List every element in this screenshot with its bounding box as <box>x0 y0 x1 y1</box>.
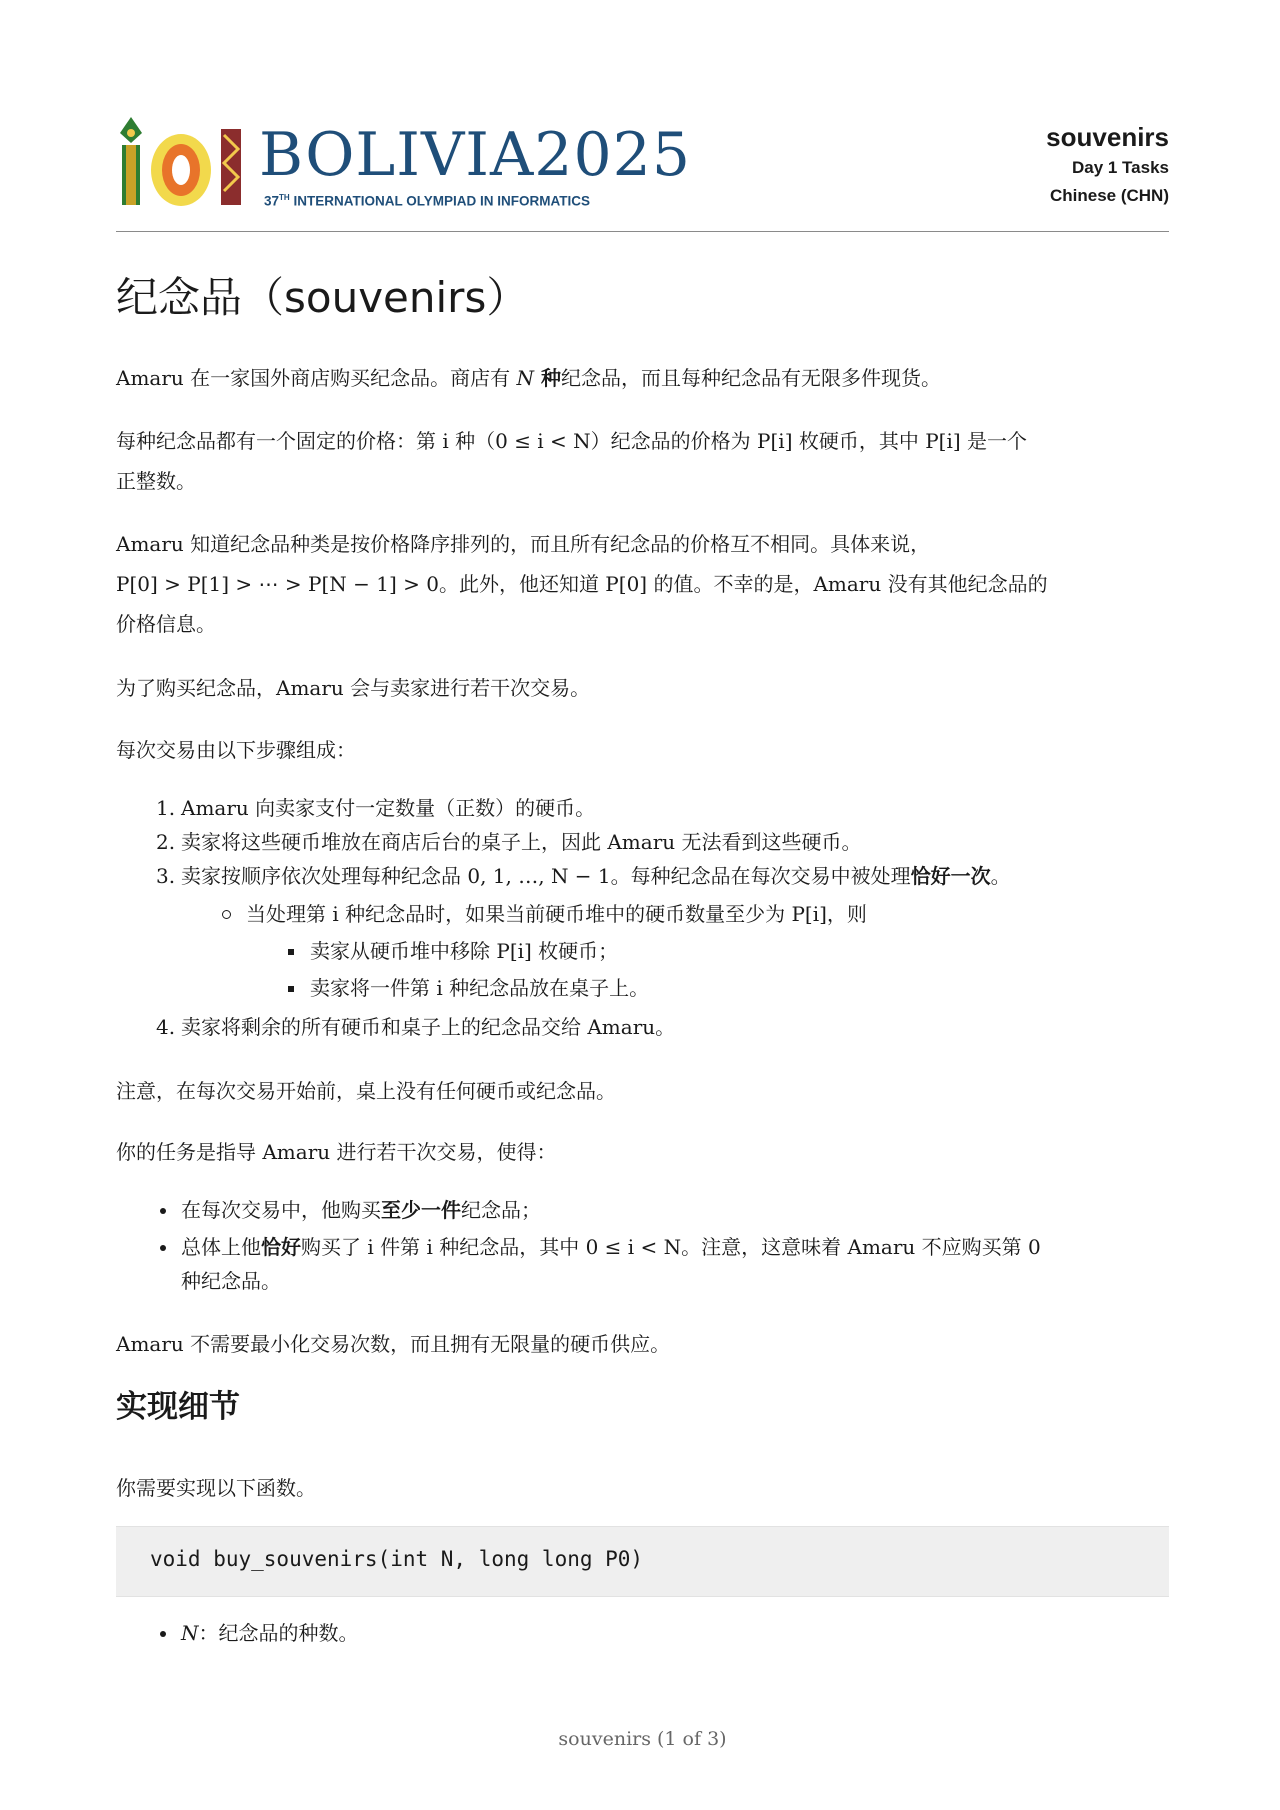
task-day: Day 1 Tasks <box>1071 158 1169 177</box>
step-item: 4. 卖家将剩余的所有硬币和桌子上的纪念品交给 Amaru。 <box>156 1015 676 1039</box>
circle-bullet-icon <box>222 910 231 919</box>
square-bullet-icon <box>288 986 294 992</box>
paragraph-transactions: 为了购买纪念品，Amaru 会与卖家进行若干次交易。 <box>116 676 591 700</box>
paragraph-unlimited: Amaru 不需要最小化交易次数，而且拥有无限量的硬币供应。 <box>116 1332 671 1356</box>
param-item: N：纪念品的种数。 <box>116 1616 359 1650</box>
ioi-emblem-icon <box>116 115 251 210</box>
function-signature: void buy_souvenirs(int N, long long P0) <box>150 1547 644 1571</box>
step-item: 1. Amaru 向卖家支付一定数量（正数）的硬币。 <box>156 796 596 820</box>
paragraph-order: Amaru 知道纪念品种类是按价格降序排列的，而且所有纪念品的价格互不相同。具体来说， P[0] > P[1] > ⋯ > P[N − 1] > 0。此外，他还知道 P[0] 的值。不幸的是，Amaru 没有其他纪念品的 价格信息。 <box>116 532 1048 636</box>
goal-item: 在每次交易中，他购买至少一件纪念品； <box>116 1193 541 1227</box>
header-divider <box>116 231 1169 232</box>
section-heading-implementation: 实现细节 <box>116 1389 240 1425</box>
header-task-info <box>1046 120 1169 210</box>
bullet-icon <box>160 1208 166 1214</box>
task-name: souvenirs <box>1046 122 1169 152</box>
square-bullet-icon <box>288 949 294 955</box>
paragraph-price: 每种纪念品都有一个固定的价格：第 i 种（0 ≤ i < N）纪念品的价格为 P[i] 枚硬币，其中 P[i] 是一个 正整数。 <box>116 429 1028 493</box>
goal-item: 总体上他恰好购买了 i 件第 i 种纪念品，其中 0 ≤ i < N。注意，这意味着 Amaru 不应购买第 0 种纪念品。 <box>116 1230 1041 1298</box>
substep-item: 当处理第 i 种纪念品时，如果当前硬币堆中的硬币数量至少为 P[i]，则 <box>116 897 867 931</box>
subsubstep-item: 卖家从硬币堆中移除 P[i] 枚硬币； <box>116 934 618 968</box>
bullet-icon <box>160 1631 166 1637</box>
paragraph-task: 你的任务是指导 Amaru 进行若干次交易，使得： <box>116 1140 557 1164</box>
page-footer: souvenirs (1 of 3) <box>558 1728 727 1750</box>
task-language: Chinese (CHN) <box>1049 186 1169 205</box>
logo-subtitle: 37TH INTERNATIONAL OLYMPIAD IN INFORMATICS <box>264 193 590 209</box>
code-block <box>116 1526 1169 1597</box>
step-item: 3. 卖家按顺序依次处理每种纪念品 0, 1, …, N − 1。每种纪念品在每次交易中被处理恰好一次。 <box>156 864 1011 888</box>
paragraph-implement: 你需要实现以下函数。 <box>116 1476 316 1500</box>
subsubstep-item: 卖家将一件第 i 种纪念品放在桌子上。 <box>116 971 649 1005</box>
paragraph-intro: Amaru 在一家国外商店购买纪念品。商店有 N 种纪念品，而且每种纪念品有无限多件现货。 <box>116 366 941 390</box>
logo-wordmark: BOLIVIA2025 <box>259 120 691 190</box>
paragraph-note: 注意，在每次交易开始前，桌上没有任何硬币或纪念品。 <box>116 1079 616 1103</box>
bullet-icon <box>160 1245 166 1251</box>
ioi-logo <box>116 115 691 210</box>
page-title: 纪念品（souvenirs） <box>116 273 529 322</box>
step-item: 2. 卖家将这些硬币堆放在商店后台的桌子上，因此 Amaru 无法看到这些硬币。 <box>156 830 862 854</box>
header <box>116 115 1169 232</box>
paragraph-steps-intro: 每次交易由以下步骤组成： <box>116 738 356 762</box>
